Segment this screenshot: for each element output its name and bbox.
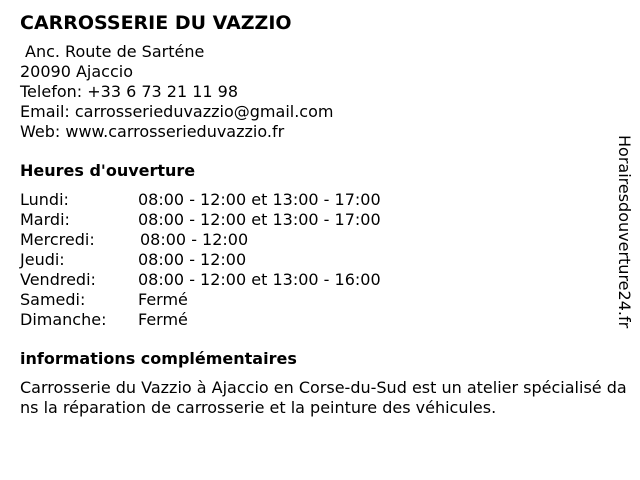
- hours-row-thursday: [20, 250, 620, 270]
- day-label: Jeudi:: [20, 250, 65, 269]
- info-description: Carrosserie du Vazzio à Ajaccio en Corse-du-Sud est un atelier spécialisé dans la réparation de carrosserie et la peinture des véhicules.: [20, 378, 627, 417]
- hours-row-friday: [20, 270, 620, 290]
- day-hours: 08:00 - 12:00 et 13:00 - 17:00: [138, 190, 381, 209]
- web-line[interactable]: Web: www.carrosserieduvazzio.fr: [20, 122, 285, 141]
- day-label: Lundi:: [20, 190, 69, 209]
- day-label: Dimanche:: [20, 310, 107, 329]
- hours-row-wednesday: [20, 230, 620, 250]
- day-hours: 08:00 - 12:00 et 13:00 - 17:00: [138, 210, 381, 229]
- day-label: Mercredi:: [20, 230, 95, 249]
- hours-row-monday: [20, 190, 620, 210]
- day-hours: 08:00 - 12:00: [138, 250, 247, 269]
- day-label: Vendredi:: [20, 270, 96, 289]
- phone-line[interactable]: Telefon: +33 6 73 21 11 98: [20, 82, 239, 101]
- city-line: 20090 Ajaccio: [20, 62, 134, 81]
- hours-table: [20, 190, 620, 330]
- day-hours: Fermé: [138, 310, 188, 329]
- contact-block: [20, 42, 620, 142]
- info-title: informations complémentaires: [20, 349, 297, 368]
- hours-row-tuesday: [20, 210, 620, 230]
- watermark-text: Horairesdouverture24.fr: [615, 135, 634, 329]
- day-hours: 08:00 - 12:00 et 13:00 - 16:00: [138, 270, 381, 289]
- hours-row-sunday: [20, 310, 620, 330]
- day-label: Mardi:: [20, 210, 70, 229]
- hours-title: Heures d'ouverture: [20, 161, 196, 180]
- hours-row-saturday: [20, 290, 620, 310]
- email-line[interactable]: Email: carrosserieduvazzio@gmail.com: [20, 102, 334, 121]
- business-name: CARROSSERIE DU VAZZIO: [20, 12, 292, 34]
- day-hours: Fermé: [138, 290, 188, 309]
- day-label: Samedi:: [20, 290, 86, 309]
- street-address: Anc. Route de Sarténe: [25, 42, 205, 61]
- day-hours: 08:00 - 12:00: [140, 230, 249, 249]
